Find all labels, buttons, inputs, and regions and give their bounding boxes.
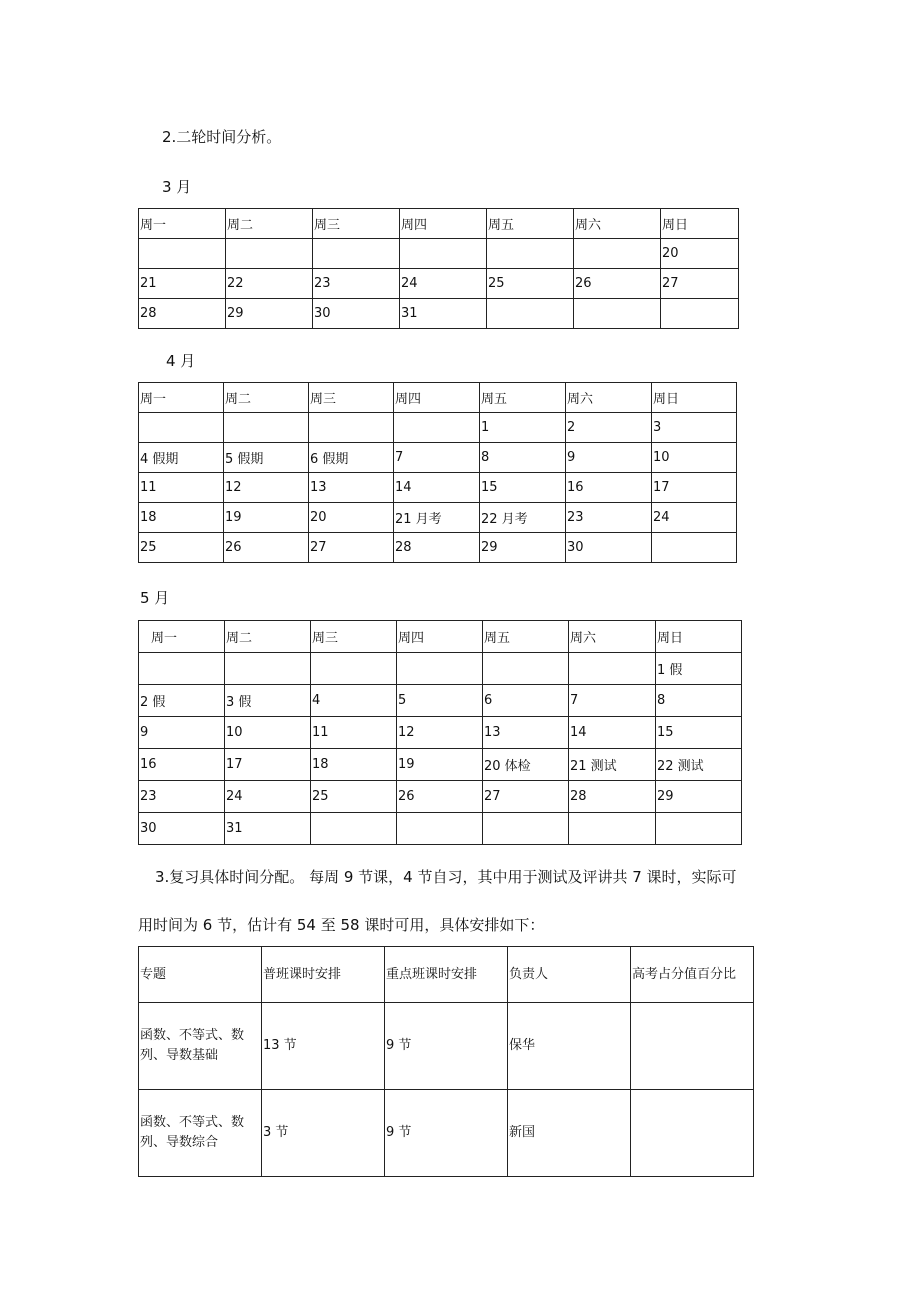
day-cell: [311, 653, 397, 685]
weekday-cell: 周一: [139, 621, 225, 653]
day-cell: [574, 239, 661, 269]
day-cell: [569, 653, 656, 685]
allocation-table: [138, 946, 754, 1177]
section2-heading: 2.二轮时间分析。: [162, 128, 282, 146]
day-cell: 26: [224, 533, 309, 563]
day-cell: 13: [309, 473, 394, 503]
day-cell: 20: [309, 503, 394, 533]
day-cell: 25: [487, 269, 574, 299]
weekday-cell: 周二: [224, 383, 309, 413]
day-cell: 14: [394, 473, 480, 503]
day-cell: [313, 239, 400, 269]
day-cell: 24: [400, 269, 487, 299]
day-cell: [400, 239, 487, 269]
weekday-cell: 周六: [566, 383, 652, 413]
day-cell: 8: [656, 685, 742, 717]
day-cell: [661, 299, 739, 329]
day-cell: [397, 653, 483, 685]
calendar-week-row: [139, 653, 742, 685]
day-cell: 8: [480, 443, 566, 473]
calendar-week-row: [139, 299, 739, 329]
day-cell: 3 假: [225, 685, 311, 717]
allocation-header-row: [139, 947, 754, 1003]
day-cell: [139, 239, 226, 269]
weekday-cell: 周日: [656, 621, 742, 653]
day-cell: [225, 653, 311, 685]
day-cell: 25: [311, 781, 397, 813]
april-label: 4 月: [166, 352, 196, 370]
calendar-week-row: [139, 749, 742, 781]
weekday-cell: 周五: [487, 209, 574, 239]
day-cell: 31: [225, 813, 311, 845]
day-cell: 13: [483, 717, 569, 749]
header-cell: 重点班课时安排: [385, 947, 508, 1003]
weekday-cell: 周四: [394, 383, 480, 413]
weekday-cell: 周三: [309, 383, 394, 413]
weekday-cell: 周六: [569, 621, 656, 653]
day-cell: 5 假期: [224, 443, 309, 473]
day-cell: 12: [224, 473, 309, 503]
weekday-cell: 周四: [400, 209, 487, 239]
score-percent-cell: [631, 1003, 754, 1090]
weekday-cell: 周二: [226, 209, 313, 239]
day-cell: 17: [225, 749, 311, 781]
day-cell: 28: [569, 781, 656, 813]
day-cell: [226, 239, 313, 269]
day-cell: 6 假期: [309, 443, 394, 473]
day-cell: 29: [226, 299, 313, 329]
day-cell: 22 测试: [656, 749, 742, 781]
header-cell: 普班课时安排: [262, 947, 385, 1003]
day-cell: 18: [311, 749, 397, 781]
weekday-cell: 周一: [139, 209, 226, 239]
day-cell: 3: [652, 413, 737, 443]
day-cell: 11: [139, 473, 224, 503]
day-cell: [224, 413, 309, 443]
day-cell: 7: [569, 685, 656, 717]
day-cell: 6: [483, 685, 569, 717]
calendar-week-row: [139, 239, 739, 269]
day-cell: [397, 813, 483, 845]
score-percent-cell: [631, 1090, 754, 1177]
day-cell: 5: [397, 685, 483, 717]
day-cell: 23: [566, 503, 652, 533]
weekday-cell: 周五: [480, 383, 566, 413]
day-cell: 1 假: [656, 653, 742, 685]
day-cell: 9: [566, 443, 652, 473]
regular-class-hours-cell: 13 节: [262, 1003, 385, 1090]
day-cell: 22: [226, 269, 313, 299]
day-cell: 23: [313, 269, 400, 299]
day-cell: 21 测试: [569, 749, 656, 781]
day-cell: 14: [569, 717, 656, 749]
march-label: 3 月: [162, 178, 192, 196]
day-cell: [569, 813, 656, 845]
weekday-cell: 周日: [661, 209, 739, 239]
day-cell: 28: [139, 299, 226, 329]
weekday-header-row: [139, 383, 737, 413]
may-calendar: [138, 620, 742, 845]
day-cell: 24: [652, 503, 737, 533]
day-cell: 19: [224, 503, 309, 533]
april-calendar-body: [139, 383, 737, 563]
day-cell: [311, 813, 397, 845]
day-cell: 2: [566, 413, 652, 443]
section3-line1: 3.复习具体时间分配。 每周 9 节课，4 节自习，其中用于测试及评讲共 7 课时，实际可: [155, 868, 737, 886]
day-cell: 17: [652, 473, 737, 503]
day-cell: 27: [309, 533, 394, 563]
day-cell: 19: [397, 749, 483, 781]
day-cell: [487, 299, 574, 329]
day-cell: 2 假: [139, 685, 225, 717]
topic-cell: 函数、不等式、数列、导数综合: [139, 1090, 262, 1177]
calendar-week-row: [139, 503, 737, 533]
topic-cell: 函数、不等式、数列、导数基础: [139, 1003, 262, 1090]
regular-class-hours-cell: 3 节: [262, 1090, 385, 1177]
weekday-header-row: [139, 621, 742, 653]
april-calendar: [138, 382, 737, 563]
day-cell: 27: [483, 781, 569, 813]
owner-cell: 新国: [508, 1090, 631, 1177]
day-cell: [652, 533, 737, 563]
weekday-cell: 周五: [483, 621, 569, 653]
may-calendar-body: [139, 621, 742, 845]
day-cell: [487, 239, 574, 269]
calendar-week-row: [139, 269, 739, 299]
weekday-cell: 周一: [139, 383, 224, 413]
calendar-week-row: [139, 813, 742, 845]
day-cell: 4 假期: [139, 443, 224, 473]
day-cell: 29: [656, 781, 742, 813]
day-cell: 28: [394, 533, 480, 563]
day-cell: 23: [139, 781, 225, 813]
weekday-cell: 周日: [652, 383, 737, 413]
day-cell: 30: [139, 813, 225, 845]
day-cell: 26: [574, 269, 661, 299]
day-cell: 10: [652, 443, 737, 473]
day-cell: [394, 413, 480, 443]
calendar-week-row: [139, 533, 737, 563]
march-calendar-body: [139, 209, 739, 329]
table-row: [139, 1003, 754, 1090]
day-cell: [139, 413, 224, 443]
day-cell: [574, 299, 661, 329]
owner-cell: 保华: [508, 1003, 631, 1090]
day-cell: 27: [661, 269, 739, 299]
calendar-week-row: [139, 473, 737, 503]
day-cell: 4: [311, 685, 397, 717]
may-label: 5 月: [140, 589, 170, 607]
key-class-hours-cell: 9 节: [385, 1090, 508, 1177]
key-class-hours-cell: 9 节: [385, 1003, 508, 1090]
day-cell: 10: [225, 717, 311, 749]
day-cell: [483, 813, 569, 845]
weekday-cell: 周四: [397, 621, 483, 653]
weekday-cell: 周三: [311, 621, 397, 653]
day-cell: 18: [139, 503, 224, 533]
calendar-week-row: [139, 685, 742, 717]
day-cell: 24: [225, 781, 311, 813]
day-cell: 26: [397, 781, 483, 813]
calendar-week-row: [139, 413, 737, 443]
header-cell: 负责人: [508, 947, 631, 1003]
day-cell: 7: [394, 443, 480, 473]
day-cell: 20: [661, 239, 739, 269]
weekday-cell: 周六: [574, 209, 661, 239]
day-cell: 9: [139, 717, 225, 749]
day-cell: 21 月考: [394, 503, 480, 533]
day-cell: 30: [566, 533, 652, 563]
table-row: [139, 1090, 754, 1177]
day-cell: 15: [656, 717, 742, 749]
day-cell: 16: [566, 473, 652, 503]
weekday-cell: 周二: [225, 621, 311, 653]
day-cell: 21: [139, 269, 226, 299]
day-cell: [139, 653, 225, 685]
day-cell: [483, 653, 569, 685]
weekday-cell: 周三: [313, 209, 400, 239]
day-cell: [656, 813, 742, 845]
march-calendar: [138, 208, 739, 329]
day-cell: 31: [400, 299, 487, 329]
day-cell: 30: [313, 299, 400, 329]
day-cell: 20 体检: [483, 749, 569, 781]
day-cell: 15: [480, 473, 566, 503]
header-cell: 专题: [139, 947, 262, 1003]
day-cell: 25: [139, 533, 224, 563]
day-cell: 12: [397, 717, 483, 749]
weekday-header-row: [139, 209, 739, 239]
day-cell: 11: [311, 717, 397, 749]
header-cell: 高考占分值百分比: [631, 947, 754, 1003]
day-cell: 22 月考: [480, 503, 566, 533]
day-cell: 1: [480, 413, 566, 443]
calendar-week-row: [139, 443, 737, 473]
day-cell: 29: [480, 533, 566, 563]
day-cell: [309, 413, 394, 443]
calendar-week-row: [139, 781, 742, 813]
section3-line2: 用时间为 6 节，估计有 54 至 58 课时可用，具体安排如下：: [138, 916, 545, 934]
day-cell: 16: [139, 749, 225, 781]
calendar-week-row: [139, 717, 742, 749]
